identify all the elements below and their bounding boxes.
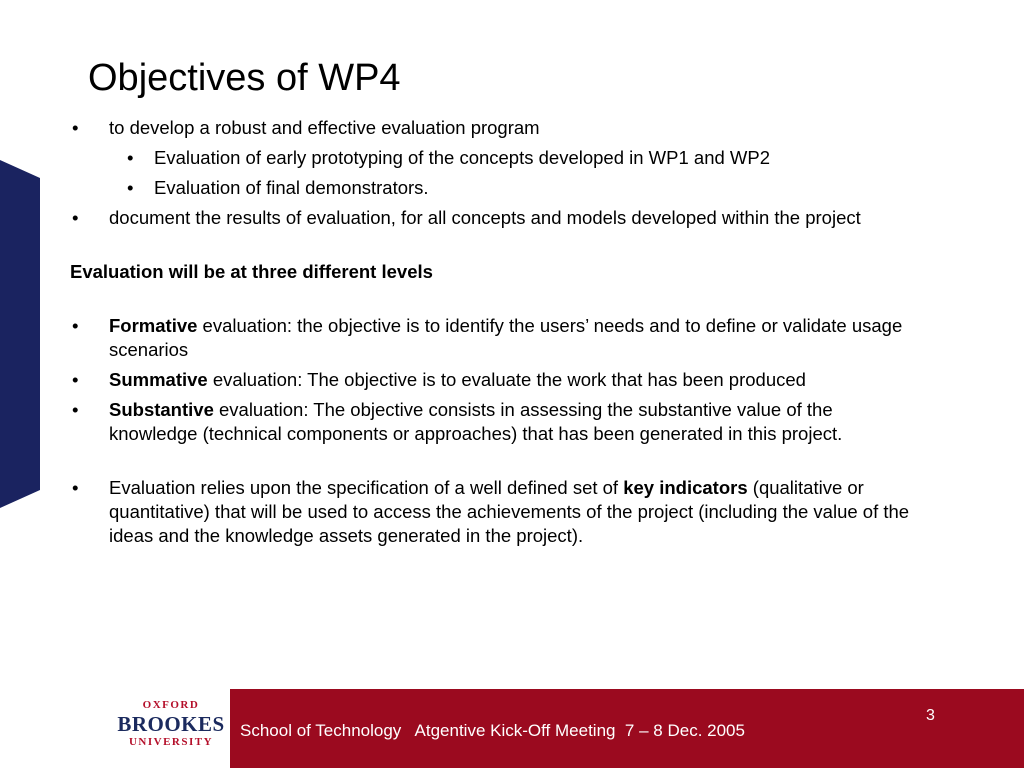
- slide-content: [70, 116, 920, 548]
- list-subitem: [70, 176, 920, 200]
- logo-university: UNIVERSITY: [128, 736, 214, 748]
- list-item: [70, 116, 920, 140]
- footer-text: School of Technology Atgentive Kick-Off Meeting 7 – 8 Dec. 2005: [240, 721, 745, 740]
- university-logo: [116, 699, 226, 755]
- list-item: [70, 314, 920, 362]
- objective-subtext: Evaluation of early prototyping of the concepts developed in WP1 and WP2: [154, 147, 771, 168]
- bullet-icon: •: [72, 477, 79, 498]
- logo-oxford: OXFORD: [142, 699, 200, 711]
- page-number: 3: [926, 707, 935, 724]
- list-subitem: [70, 146, 920, 170]
- objective-subtext: Evaluation of final demonstrators.: [154, 177, 429, 198]
- objective-text: to develop a robust and effective evaluation program: [109, 117, 540, 138]
- levels-heading: Evaluation will be at three different levels: [70, 261, 433, 282]
- bullet-icon: •: [72, 207, 79, 228]
- slide-footer: [0, 689, 1024, 768]
- side-accent-band: [0, 0, 40, 768]
- list-item: [70, 398, 920, 446]
- objective-text: document the results of evaluation, for all concepts and models developed within the project: [109, 207, 861, 228]
- list-item: [70, 476, 920, 548]
- key-indicators-term: key indicators: [623, 477, 748, 498]
- substantive-text: evaluation: The objective consists in assessing the substantive value of the knowledge (technical components or approaches) that has been generated in this project.: [109, 399, 843, 444]
- summative-text: evaluation: The objective is to evaluate the work that has been produced: [207, 369, 806, 390]
- list-item: [70, 206, 920, 230]
- substantive-term: Substantive: [109, 399, 214, 420]
- bullet-icon: •: [72, 117, 79, 138]
- bullet-icon: •: [72, 369, 79, 390]
- bullet-icon: •: [127, 147, 134, 168]
- list-item: [70, 368, 920, 392]
- bullet-icon: •: [72, 399, 79, 420]
- formative-text: evaluation: the objective is to identify the users’ needs and to define or validate usage scenarios: [109, 315, 903, 360]
- formative-term: Formative: [109, 315, 198, 336]
- bullet-icon: •: [127, 177, 134, 198]
- indicators-text-before: Evaluation relies upon the specification of a well defined set of: [109, 477, 624, 498]
- summative-term: Summative: [109, 369, 208, 390]
- bullet-icon: •: [72, 315, 79, 336]
- indicators-text-after: (qualitative or quantitative) that will be used to access the achievements of the project (including the value of the ideas and the knowledge assets generated in the project).: [109, 477, 910, 546]
- slide-title: Objectives of WP4: [88, 57, 401, 99]
- logo-brookes: BROOKES: [117, 712, 225, 736]
